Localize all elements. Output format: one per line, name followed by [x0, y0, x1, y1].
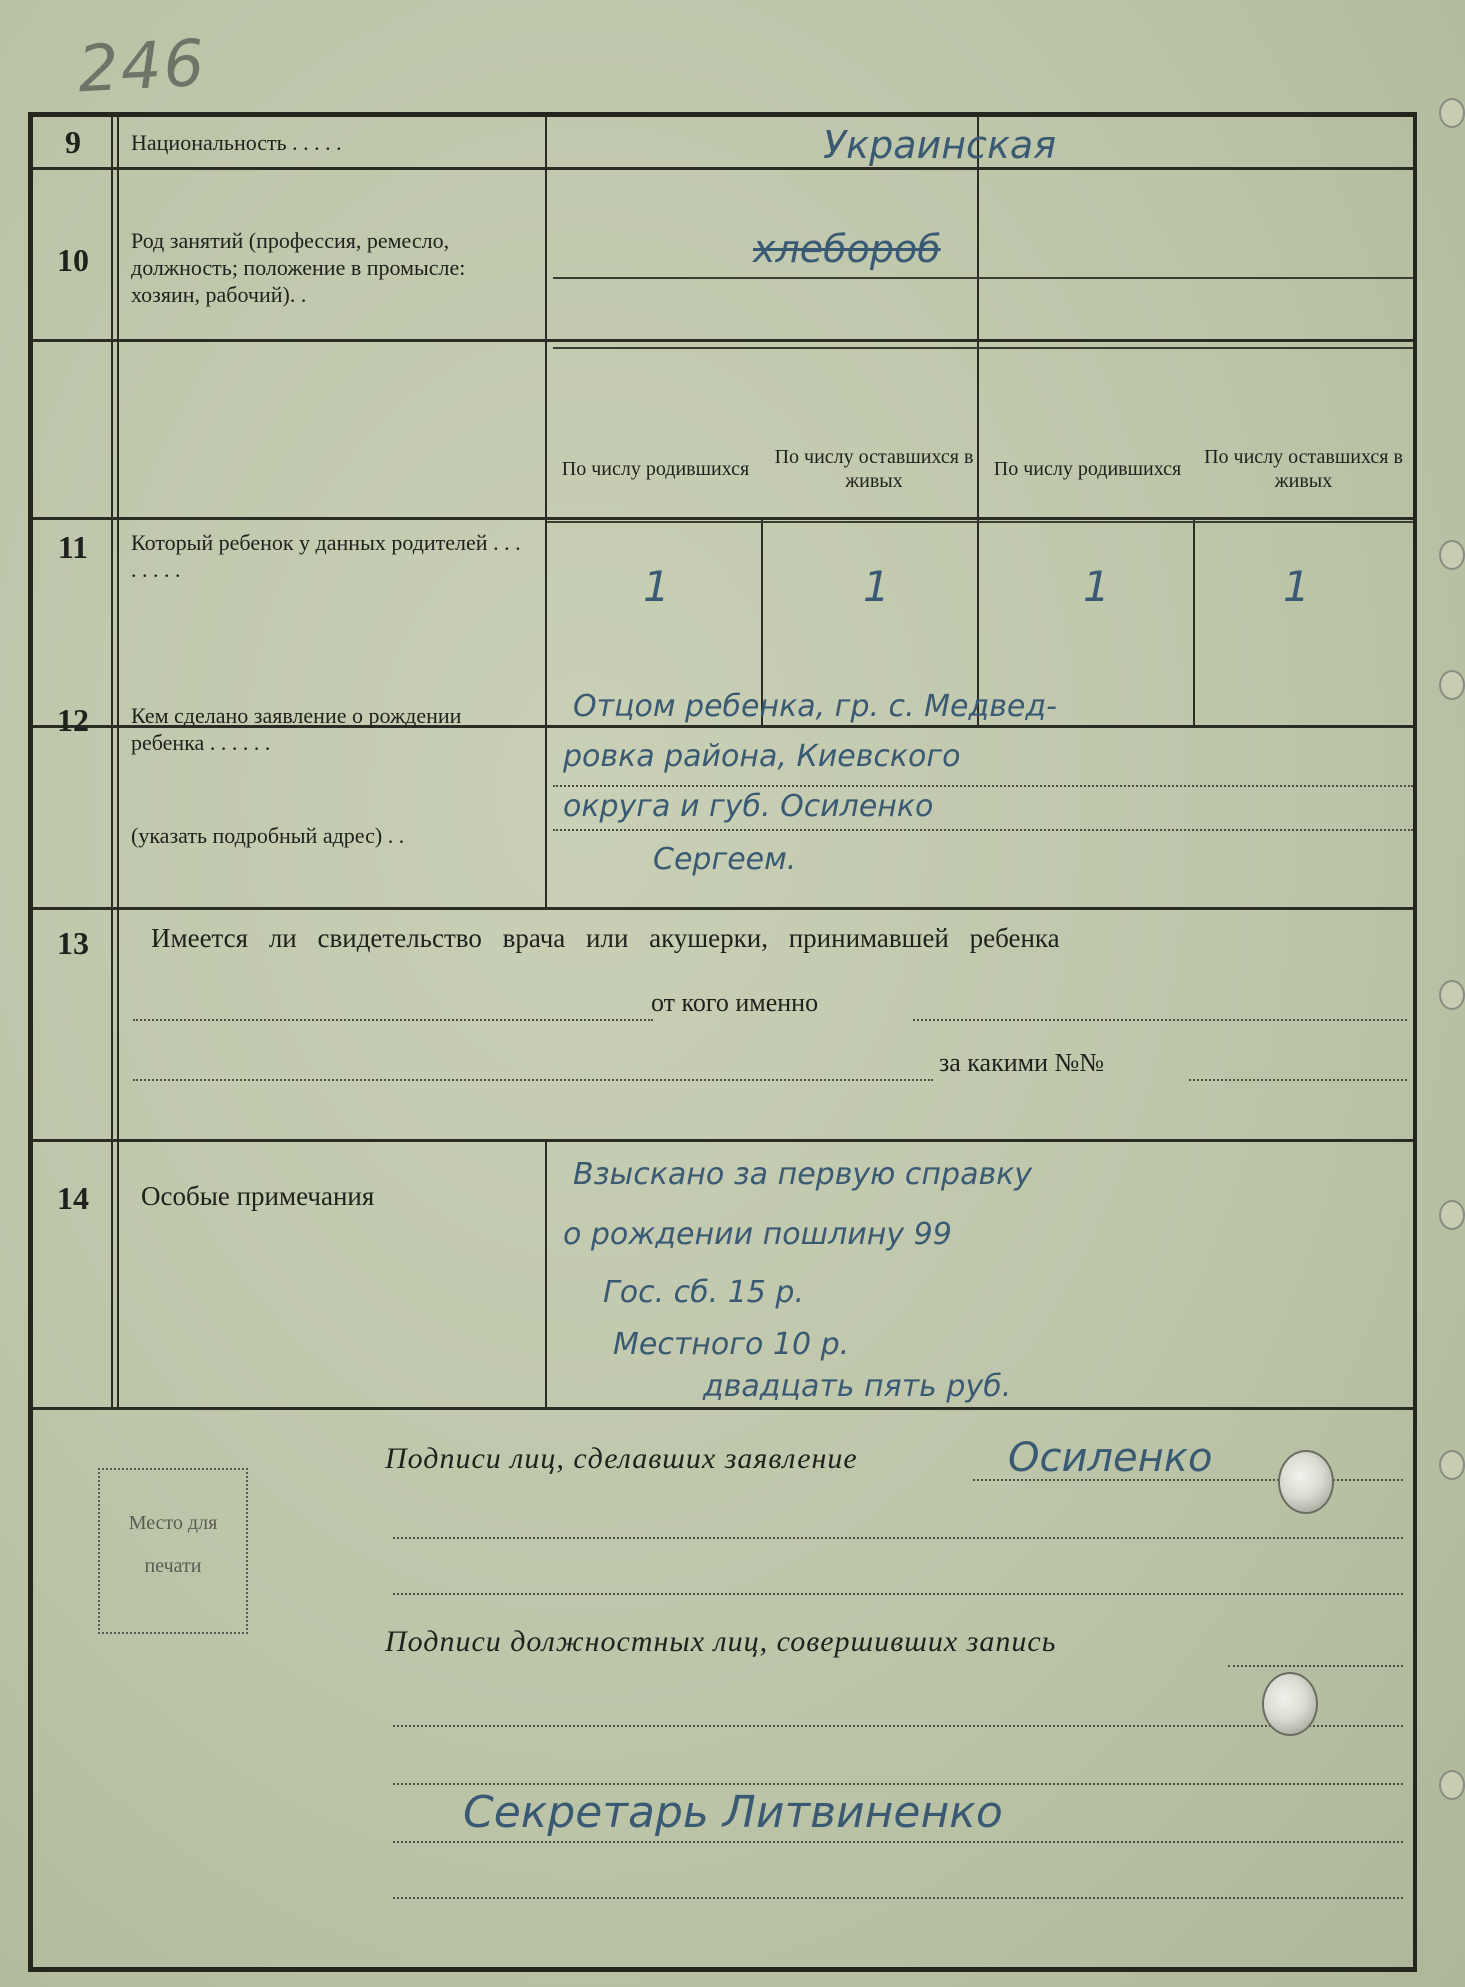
- entry-line: [1228, 1665, 1403, 1667]
- note-line: о рождении пошлину 99: [563, 1217, 952, 1252]
- applicant-line: Отцом ребенка, гр. с. Медвед-: [573, 689, 1057, 724]
- label-value-divider: [545, 117, 547, 907]
- row-number: 10: [57, 242, 89, 278]
- child-order-label: Который ребенок у данных родителей . . . . . . . .: [131, 530, 521, 582]
- archive-number: 246: [76, 26, 209, 108]
- official-signature: Секретарь Литвиненко: [463, 1787, 1003, 1838]
- doctor-certificate-question: Имеется ли свидетельство врача или акушерки, принимавшей ребенка: [151, 923, 1060, 953]
- applicant-signature: Осиленко: [1008, 1435, 1213, 1481]
- binding-mark: [1439, 1450, 1465, 1480]
- entry-line: [393, 1537, 1403, 1539]
- child-count-value: 1: [1083, 562, 1110, 611]
- note-line: Взыскано за первую справку: [573, 1157, 1033, 1192]
- applicant-line: Сергеем.: [653, 842, 797, 877]
- row-number: 11: [57, 529, 89, 565]
- punch-hole: [1278, 1450, 1334, 1514]
- entry-line: [553, 277, 1413, 279]
- punch-hole: [1262, 1672, 1318, 1736]
- row-number: 12: [57, 702, 89, 738]
- entry-line: [973, 1479, 1403, 1481]
- subheader-line: [547, 521, 1413, 523]
- number-column-border: [117, 117, 119, 1407]
- nationality-label: Национальность . . . . .: [131, 130, 342, 155]
- row-number: 14: [57, 1180, 89, 1216]
- entry-line: [393, 1841, 1403, 1843]
- nationality-value: Украинская: [823, 123, 1057, 167]
- child-count-value: 1: [863, 562, 890, 611]
- stamp-label: печати: [144, 1555, 202, 1577]
- col-header-born: По числу родившихся: [993, 458, 1182, 480]
- column-divider: [977, 117, 979, 725]
- entry-line: [553, 347, 1413, 349]
- row-divider: [33, 339, 1413, 342]
- entry-line: [393, 1783, 1403, 1785]
- row-divider: [33, 517, 1413, 520]
- occupation-label: Род занятий (профессия, ремесло, должность; положение в промысле: хозяин, рабочий). .: [131, 228, 466, 307]
- entry-line: [133, 1079, 933, 1081]
- birth-record-form: [28, 112, 1417, 1972]
- col-header-alive: По числу оставшихся в живых: [774, 446, 974, 492]
- child-count-value: 1: [1283, 562, 1310, 611]
- entry-line: [393, 1897, 1403, 1899]
- stamp-label: Место для: [128, 1512, 218, 1534]
- binding-mark: [1439, 1770, 1465, 1800]
- entry-line: [553, 785, 1413, 787]
- binding-mark: [1439, 1200, 1465, 1230]
- entry-line: [393, 1725, 1403, 1727]
- binding-mark: [1439, 540, 1465, 570]
- official-signatures-label: Подписи должностных лиц, совершивших запись: [385, 1625, 1057, 1658]
- special-notes-label: Особые примечания: [141, 1181, 375, 1211]
- row-divider: [33, 1407, 1413, 1410]
- stamp-placeholder: [98, 1468, 248, 1634]
- row-number: 9: [65, 124, 81, 160]
- row-divider: [33, 1139, 1413, 1142]
- applicant-label: Кем сделано заявление о рождении ребенка . . . . . .: [131, 703, 462, 755]
- entry-line: [133, 1019, 653, 1021]
- binding-mark: [1439, 980, 1465, 1010]
- row-divider: [33, 167, 1413, 170]
- binding-mark: [1439, 98, 1465, 128]
- occupation-value: хлебороб: [753, 227, 941, 271]
- entry-line: [393, 1593, 1403, 1595]
- child-count-value: 1: [643, 562, 670, 611]
- note-line: Местного 10 р.: [613, 1327, 850, 1362]
- applicant-line: ровка района, Киевского: [563, 739, 961, 774]
- col-header-born: По числу родившихся: [561, 458, 750, 480]
- entry-line: [553, 829, 1413, 831]
- entry-line: [1189, 1079, 1407, 1081]
- applicant-line: округа и губ. Осиленко: [563, 789, 934, 824]
- binding-mark: [1439, 670, 1465, 700]
- col-header-alive: По числу оставшихся в живых: [1204, 446, 1403, 492]
- certificate-numbers-label: за какими №№: [939, 1048, 1105, 1077]
- column-divider: [1193, 517, 1195, 725]
- label-value-divider: [545, 1139, 547, 1407]
- row-divider: [33, 907, 1413, 910]
- note-line: Гос. сб. 15 р.: [603, 1275, 804, 1310]
- note-line: двадцать пять руб.: [703, 1369, 1012, 1404]
- entry-line: [913, 1019, 1407, 1021]
- row-number: 13: [57, 925, 89, 961]
- from-whom-label: от кого именно: [651, 988, 819, 1017]
- address-label: (указать подробный адрес) . .: [131, 823, 405, 848]
- applicant-signatures-label: Подписи лиц, сделавших заявление: [385, 1442, 858, 1475]
